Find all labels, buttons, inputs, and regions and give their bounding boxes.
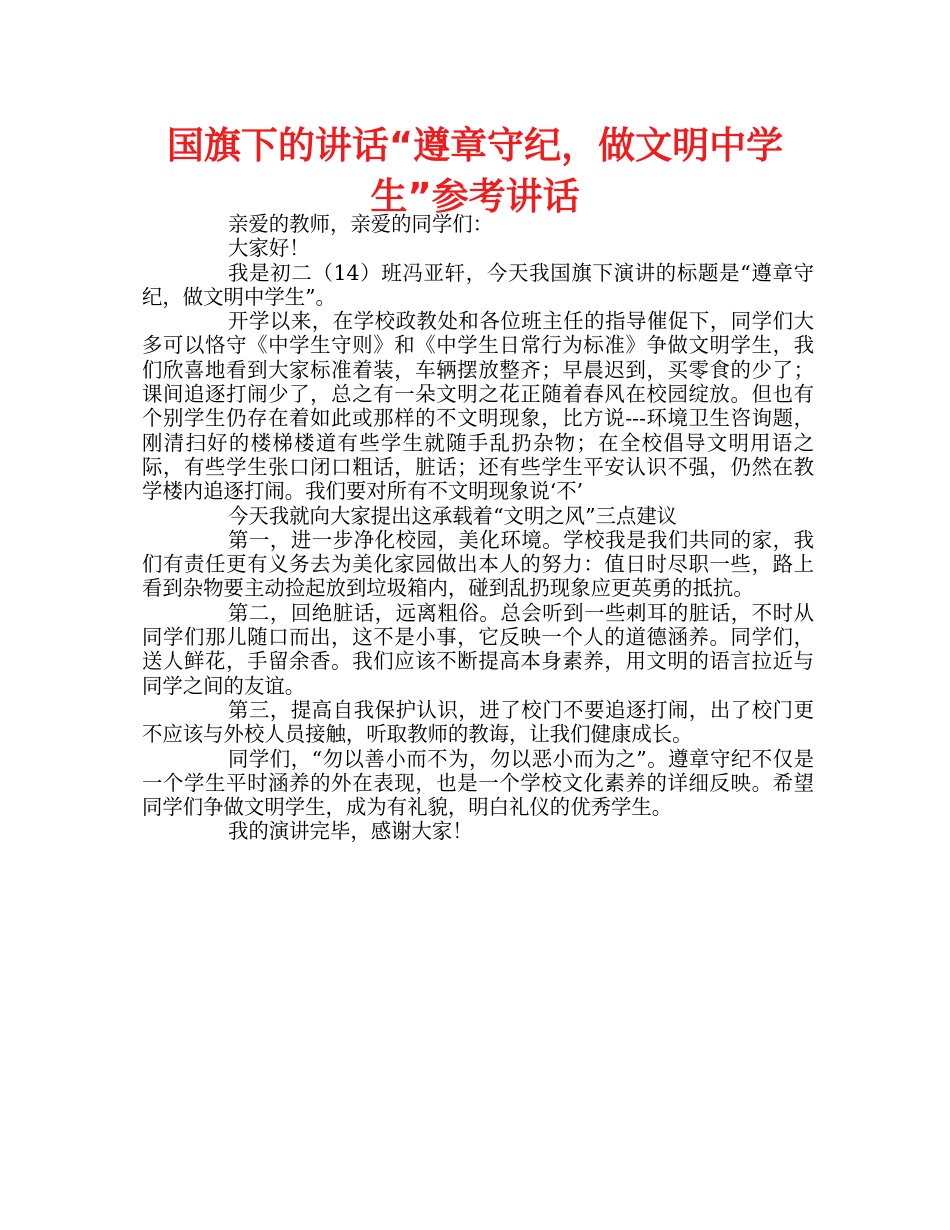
paragraph-suggestion-1: 第一，进一步净化校园，美化环境。学校我是我们共同的家，我们有责任更有义务去为美化家园做出本人的努力：值日时尽职一些，路上看到杂物要主动捡起放到垃圾箱内，碰到乱扔现象应更英勇的抵抗。 <box>142 527 814 601</box>
paragraph-situation: 开学以来，在学校政教处和各位班主任的指导催促下，同学们大多可以恪守《中学生守则》和《中学生日常行为标准》争做文明学生，我们欣喜地看到大家标准着装，车辆摆放整齐；早晨迟到，买零食的少了；课间追逐打闹少了，总之有一朵文明之花正随着春风在校园绽放。但也有个别学生仍存在着如此或那样的不文明现象，比方说---环境卫生咨询题，刚清扫好的楼梯楼道有些学生就随手乱扔杂物；在全校倡导文明用语之际，有些学生张口闭口粗话，脏话；还有些学生平安认识不强，仍然在教学楼内追逐打闹。我们要对所有不文明现象说‘不’ <box>142 309 814 504</box>
paragraph-suggestion-2: 第二，回绝脏话，远离粗俗。总会听到一些刺耳的脏话，不时从同学们那儿随口而出，这不是小事，它反映一个人的道德涵养。同学们，送人鲜花，手留余香。我们应该不断提高本身素养，用文明的语言拉近与同学之间的友谊。 <box>142 600 814 698</box>
paragraph-introduction: 我是初二（14）班冯亚轩，今天我国旗下演讲的标题是“遵章守纪，做文明中学生”。 <box>142 260 814 309</box>
paragraph-salutation: 亲爱的教师，亲爱的同学们： <box>228 212 494 236</box>
document-title <box>130 120 820 222</box>
paragraph-conclusion: 同学们，“勿以善小而不为，勿以恶小而为之”。遵章守纪不仅是一个学生平时涵养的外在表现，也是一个学校文化素养的详细反映。希望同学们争做文明学生，成为有礼貌，明白礼仪的优秀学生。 <box>142 746 814 820</box>
title-line-1: 国旗下的讲话“遵章守纪，做文明中学 <box>166 124 784 167</box>
document-body <box>142 212 814 844</box>
paragraph-greeting: 大家好！ <box>228 236 310 261</box>
title-line-2: 生”参考讲话 <box>370 175 580 218</box>
paragraph-proposal-intro: 今天我就向大家提出这承载着“文明之风”三点建议 <box>228 503 678 528</box>
paragraph-closing: 我的演讲完毕，感谢大家！ <box>228 819 473 844</box>
paragraph-suggestion-3: 第三，提高自我保护认识，进了校门不要追逐打闹，出了校门更不应该与外校人员接触，听取教师的教诲，让我们健康成长。 <box>142 697 814 747</box>
